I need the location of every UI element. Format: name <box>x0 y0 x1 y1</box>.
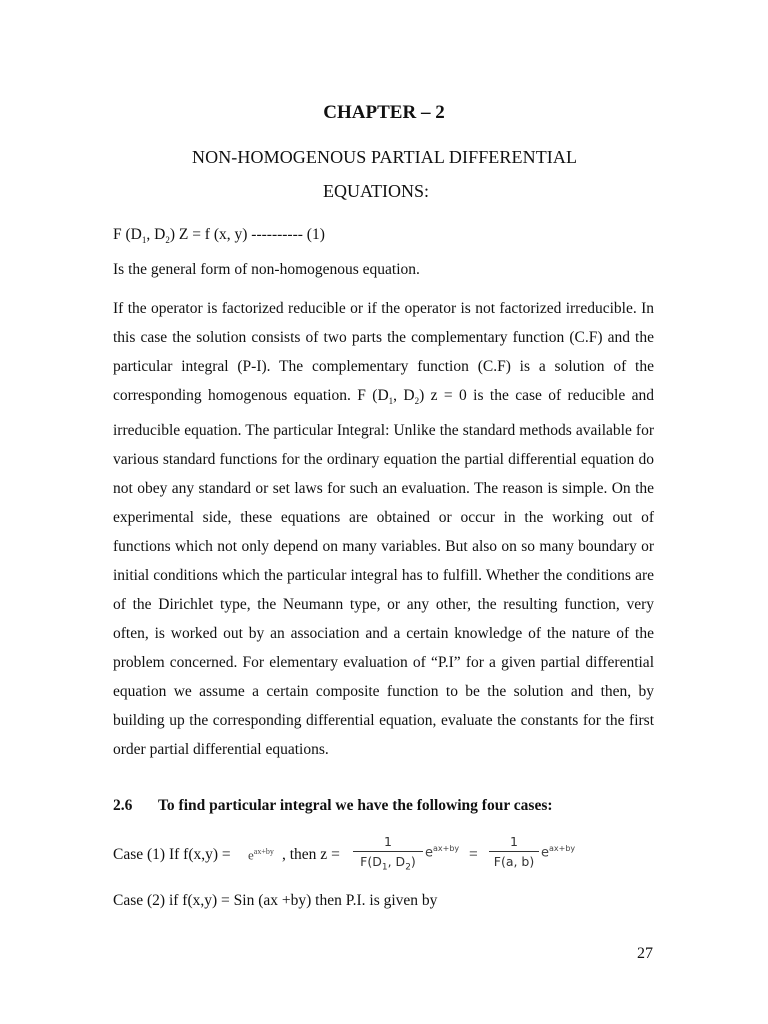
general-form-text: Is the general form of non-homogenous equation. <box>113 261 420 278</box>
case-2-text: Case (2) if f(x,y) = Sin (ax +by) then P.I. is given by <box>113 892 438 909</box>
case-1-then: , then z = <box>282 846 340 863</box>
page-number: 27 <box>637 945 653 962</box>
exp-term-3: $e^{ax+by}$ <box>541 844 576 861</box>
title-line-1: NON-HOMOGENOUS PARTIAL DIFFERENTIAL <box>192 147 578 167</box>
section-heading <box>113 797 553 815</box>
section-number: 2.6 <box>113 797 133 814</box>
section-title: To find particular integral we have the following four cases: <box>158 797 553 814</box>
case-1-label: Case (1) If f(x,y) = <box>113 846 231 863</box>
general-equation: F ($D_1$, $D_2$) Z = f (x, y) ---------- (1) <box>113 226 325 246</box>
fraction-operator: $\frac{1}{F(D_1, D_2)}$ <box>353 834 423 873</box>
exp-term-1: $e^{ax+by}$ <box>248 847 274 863</box>
fraction-ab: $\frac{1}{F(a, b)}$ <box>489 834 539 869</box>
exp-term-2: $e^{ax+by}$ <box>425 844 460 861</box>
chapter-heading: CHAPTER – 2 <box>323 102 445 123</box>
body-paragraph: If the operator is factorized reducible or if the operator is not factorized irreducible. In this case the solution consists of two parts the complementary function (C.F) and the particular integral (P-I). The complementary function (C.F) is a solution of the corresponding homogenous equation. F ($D_1$, $D_2$) z = 0 is the case of reducible and irreducible equation. The particular Integral: Unlike the standard methods available for various standard functions for the ordinary equation the partial differential equation do not obey any standard or set laws for such an evaluation. The reason is simple. On the experimental side, these equations are obtained or occur in the working out of functions which not only depend on many variables. But also on so many boundary or initial conditions which the particular integral has to fulfill. Whether the conditions are of the Dirichlet type, the Neumann type, or any other, the resulting function, very often, is worked out by an association and a certain knowledge of the nature of the problem concerned. For elementary evaluation of “P.I” for a given partial differential equation we assume a certain composite function to be the solution and then, by building up the corresponding differential equation, evaluate the constants for the first order partial differential equations. <box>113 300 654 759</box>
title-line-2: EQUATIONS: <box>323 181 429 201</box>
case-1-formula <box>113 834 673 878</box>
equals-sign: = <box>469 846 478 863</box>
